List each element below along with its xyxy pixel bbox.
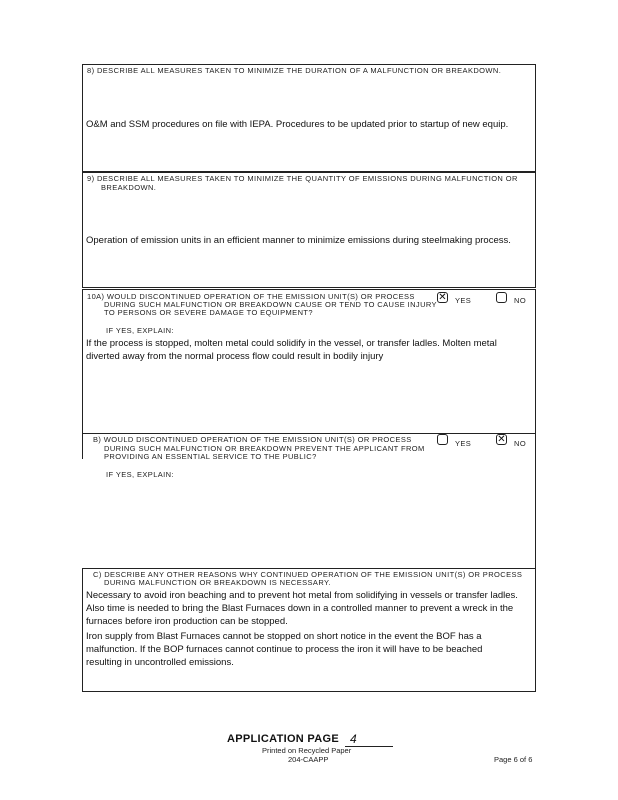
q10c-answer-line5: malfunction. If the BOP furnaces cannot continue to process the iron it will have to be beached <box>86 644 483 655</box>
q9-question-line1: 9) DESCRIBE ALL MEASURES TAKEN TO MINIMIZE THE QUANTITY OF EMISSIONS DURING MALFUNCTION OR <box>87 174 518 183</box>
q9-question-line2: BREAKDOWN. <box>101 183 157 192</box>
recycled-paper-note: Printed on Recycled Paper <box>262 746 352 755</box>
q10a-question-line2: DURING SUCH MALFUNCTION OR BREAKDOWN CAUSE OR TEND TO CAUSE INJURY <box>104 300 437 309</box>
q10b-yes-label: YES <box>455 439 472 448</box>
q10c-answer-line4: Iron supply from Blast Furnaces cannot be stopped on short notice in the event the BOF has a <box>86 631 482 642</box>
checked-x-icon: ✕ <box>438 292 447 303</box>
q8-question: 8) DESCRIBE ALL MEASURES TAKEN TO MINIMIZE THE DURATION OF A MALFUNCTION OR BREAKDOWN. <box>87 66 502 75</box>
q8-answer: O&M and SSM procedures on file with IEPA. Procedures to be updated prior to startup of new equip. <box>86 119 509 130</box>
section-10b-right-rule <box>535 459 536 569</box>
checked-x-icon: ✕ <box>497 434 506 445</box>
page-number-underline <box>345 746 393 747</box>
q10b-explain-label: IF YES, EXPLAIN: <box>106 470 174 479</box>
q10a-no-label: NO <box>514 296 527 305</box>
page-of: Page 6 of 6 <box>494 755 533 764</box>
q10a-no-checkbox[interactable] <box>496 292 507 303</box>
q10b-yes-checkbox[interactable] <box>437 434 448 445</box>
application-page-number: 4 <box>350 732 357 746</box>
q10b-question-line1: B) WOULD DISCONTINUED OPERATION OF THE EMISSION UNIT(S) OR PROCESS <box>93 435 412 444</box>
form-id: 204-CAAPP <box>288 755 329 764</box>
q10a-question-line1: 10A) WOULD DISCONTINUED OPERATION OF THE EMISSION UNIT(S) OR PROCESS <box>87 292 415 301</box>
q10a-answer-line1: If the process is stopped, molten metal could solidify in the vessel, or transfer ladles. Molten metal <box>86 338 497 349</box>
q10b-no-label: NO <box>514 439 527 448</box>
q10c-question-line2: DURING MALFUNCTION OR BREAKDOWN IS NECESSARY. <box>104 578 331 587</box>
q10c-answer-line3: furnaces before iron production can be stopped. <box>86 616 288 627</box>
q10a-explain-label: IF YES, EXPLAIN: <box>106 326 174 335</box>
q10a-question-line3: TO PERSONS OR SEVERE DAMAGE TO EQUIPMENT? <box>104 308 313 317</box>
q10b-no-checkbox[interactable] <box>496 434 507 445</box>
section-10a-top-rule <box>82 289 536 290</box>
application-page-label: APPLICATION PAGE <box>227 733 339 745</box>
q10c-answer-line6: resulting in uncontrolled emissions. <box>86 657 234 668</box>
q10a-yes-label: YES <box>455 296 472 305</box>
section-10b-top-rule <box>82 433 536 434</box>
q9-answer: Operation of emission units in an efficient manner to minimize emissions during steelmaking process. <box>86 235 511 246</box>
q10c-answer-line1: Necessary to avoid iron beaching and to prevent hot metal from solidifying in vessels or transfer ladles. <box>86 590 518 601</box>
q10b-question-line3: PROVIDING AN ESSENTIAL SERVICE TO THE PUBLIC? <box>104 452 317 461</box>
q10c-question-line1: C) DESCRIBE ANY OTHER REASONS WHY CONTINUED OPERATION OF THE EMISSION UNIT(S) OR PROCESS <box>93 570 523 579</box>
q10a-yes-checkbox[interactable] <box>437 292 448 303</box>
q10a-answer-line2: diverted away from the normal process flow could result in bodily injury <box>86 351 384 362</box>
q10b-question-line2: DURING SUCH MALFUNCTION OR BREAKDOWN PREVENT THE APPLICANT FROM <box>104 444 425 453</box>
q10c-answer-line2: Also time is needed to bring the Blast Furnaces down in a controlled manner to prevent a wreck in the <box>86 603 514 614</box>
